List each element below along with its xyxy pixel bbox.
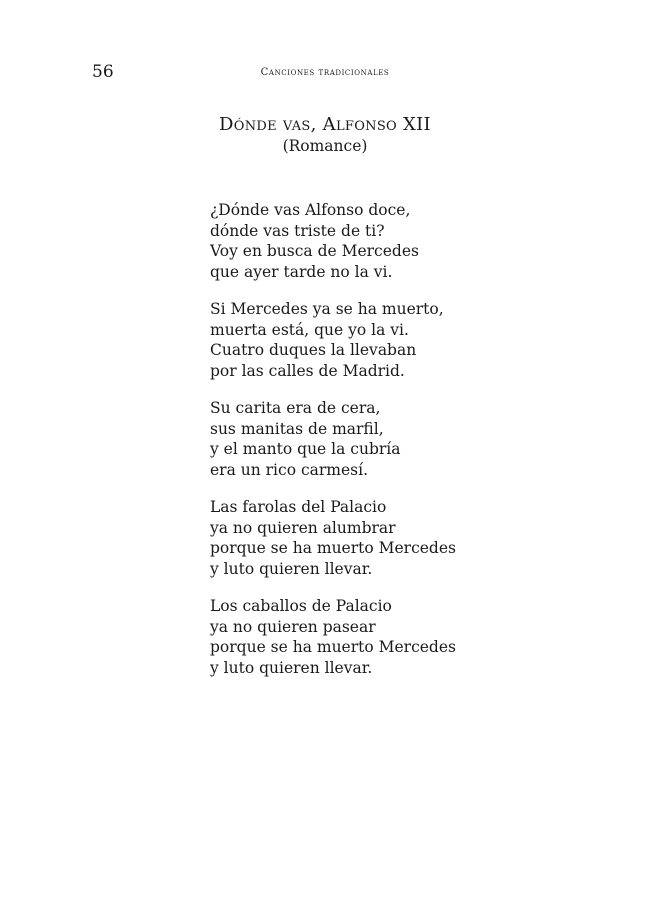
poem-line: que ayer tarde no la vi. xyxy=(210,262,393,281)
poem-line: ya no quieren pasear xyxy=(210,617,376,636)
poem-line: muerta está, que yo la vi. xyxy=(210,320,409,339)
poem-subtitle: (Romance) xyxy=(282,137,368,155)
poem-line: Cuatro duques la llevaban xyxy=(210,341,417,359)
poem-line: y luto quieren llevar. xyxy=(210,559,373,578)
poem-line: ya no quieren alumbrar xyxy=(210,518,396,537)
poem-line: y el manto que la cubría xyxy=(210,440,401,458)
poem-line: era un rico carmesí. xyxy=(210,460,368,479)
stanza xyxy=(210,200,456,282)
stanza xyxy=(210,497,456,579)
poem-line: porque se ha muerto Mercedes xyxy=(210,638,456,656)
poem-line: sus manitas de marfil, xyxy=(210,419,384,438)
stanza xyxy=(210,596,456,678)
poem-line: porque se ha muerto Mercedes xyxy=(210,539,456,557)
poem-line: y luto quieren llevar. xyxy=(210,658,373,677)
poem-line: Si Mercedes ya se ha muerto, xyxy=(210,300,444,318)
poem-line: Los caballos de Palacio xyxy=(210,597,392,615)
stanza xyxy=(210,299,456,381)
stanza xyxy=(210,398,456,480)
poem-body xyxy=(210,200,456,678)
running-head: Canciones tradicionales xyxy=(260,67,390,78)
poem-line: Voy en busca de Mercedes xyxy=(210,242,419,260)
poem-line: por las calles de Madrid. xyxy=(210,361,405,380)
page-number: 56 xyxy=(92,62,114,82)
poem-line: Su carita era de cera, xyxy=(210,399,381,417)
poem-line: Las farolas del Palacio xyxy=(210,498,387,516)
poem-line: dónde vas triste de ti? xyxy=(210,221,385,240)
poem-line: ¿Dónde vas Alfonso doce, xyxy=(210,201,411,219)
poem-title: Dónde vas, Alfonso XII xyxy=(219,114,431,135)
